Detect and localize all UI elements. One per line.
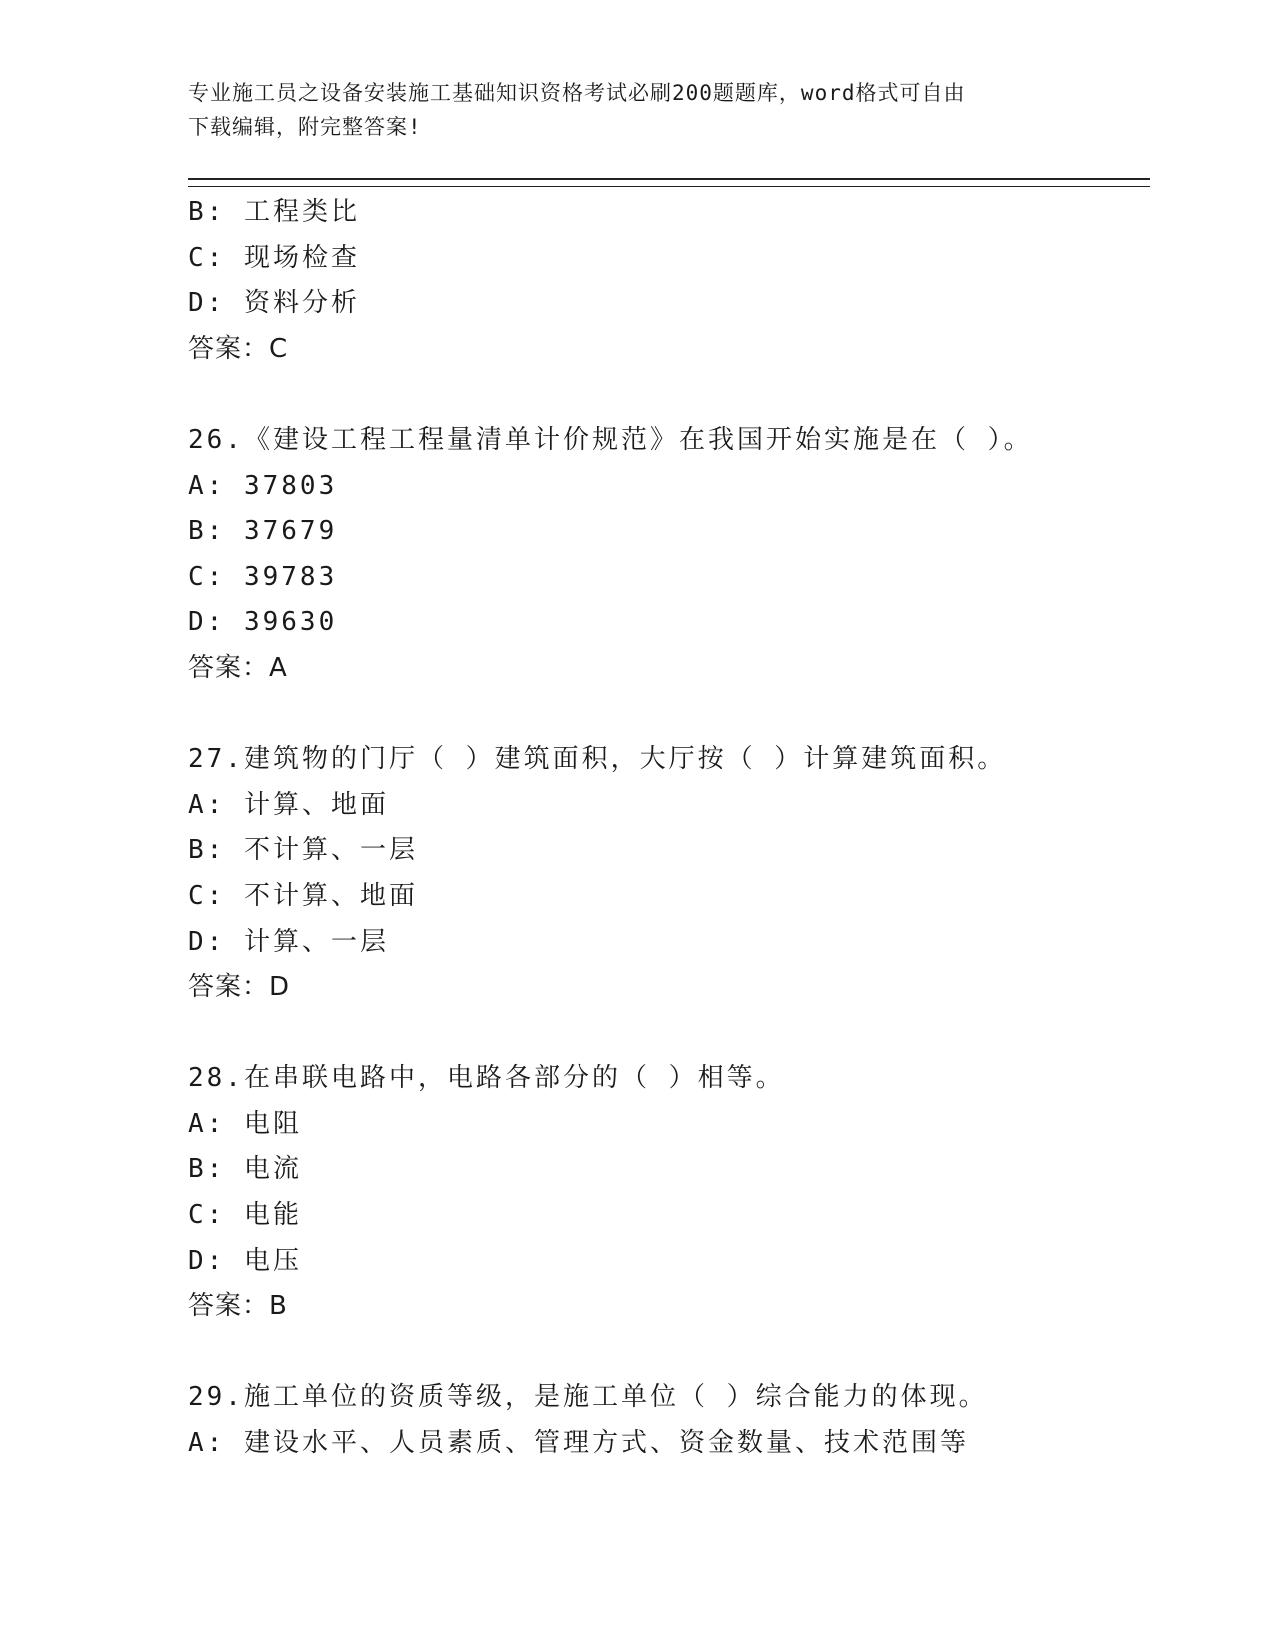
option-a: A: 建设水平、人员素质、管理方式、资金数量、技术范围等 (188, 1428, 969, 1459)
answer: 答案：D (188, 972, 291, 1003)
spacer (188, 372, 1150, 418)
question-28 (188, 1056, 1150, 1330)
header-divider (188, 178, 1150, 187)
option-b: B: 电流 (188, 1154, 302, 1185)
answer: 答案：C (188, 333, 289, 364)
option-a: A: 电阻 (188, 1108, 302, 1139)
question-29 (188, 1375, 1150, 1466)
question-text: 26.《建设工程工程量清单计价规范》在我国开始实施是在（ ）。 (188, 424, 1033, 455)
question-text: 27.建筑物的门厅（ ）建筑面积，大厅按（ ）计算建筑面积。 (188, 744, 1007, 775)
option-b: B: 工程类比 (188, 197, 360, 227)
option-c: C: 现场检查 (188, 242, 360, 273)
option-b: B: 37679 (188, 516, 338, 547)
header-line-1: 专业施工员之设备安装施工基础知识资格考试必刷200题题库，word格式可自由 (188, 81, 966, 105)
option-c: C: 不计算、地面 (188, 880, 418, 911)
document-header (188, 76, 1068, 144)
spacer (188, 1011, 1150, 1057)
question-27 (188, 737, 1150, 1011)
option-c: C: 电能 (188, 1200, 302, 1231)
option-d: D: 计算、一层 (188, 926, 389, 957)
header-line-2: 下载编辑，附完整答案! (188, 115, 422, 139)
question-list (188, 190, 1150, 1467)
question-25-tail (188, 190, 1150, 372)
option-a: A: 37803 (188, 470, 338, 501)
question-26 (188, 418, 1150, 692)
answer: 答案：B (188, 1291, 288, 1322)
option-c: C: 39783 (188, 561, 338, 592)
option-d: D: 电压 (188, 1245, 302, 1276)
question-text: 29.施工单位的资质等级，是施工单位（ ）综合能力的体现。 (188, 1382, 988, 1413)
option-b: B: 不计算、一层 (188, 835, 418, 866)
spacer (188, 692, 1150, 738)
option-a: A: 计算、地面 (188, 789, 389, 820)
answer: 答案：A (188, 652, 288, 683)
question-text: 28.在串联电路中，电路各部分的（ ）相等。 (188, 1063, 785, 1094)
option-d: D: 资料分析 (188, 288, 360, 319)
spacer (188, 1330, 1150, 1376)
option-d: D: 39630 (188, 607, 338, 638)
